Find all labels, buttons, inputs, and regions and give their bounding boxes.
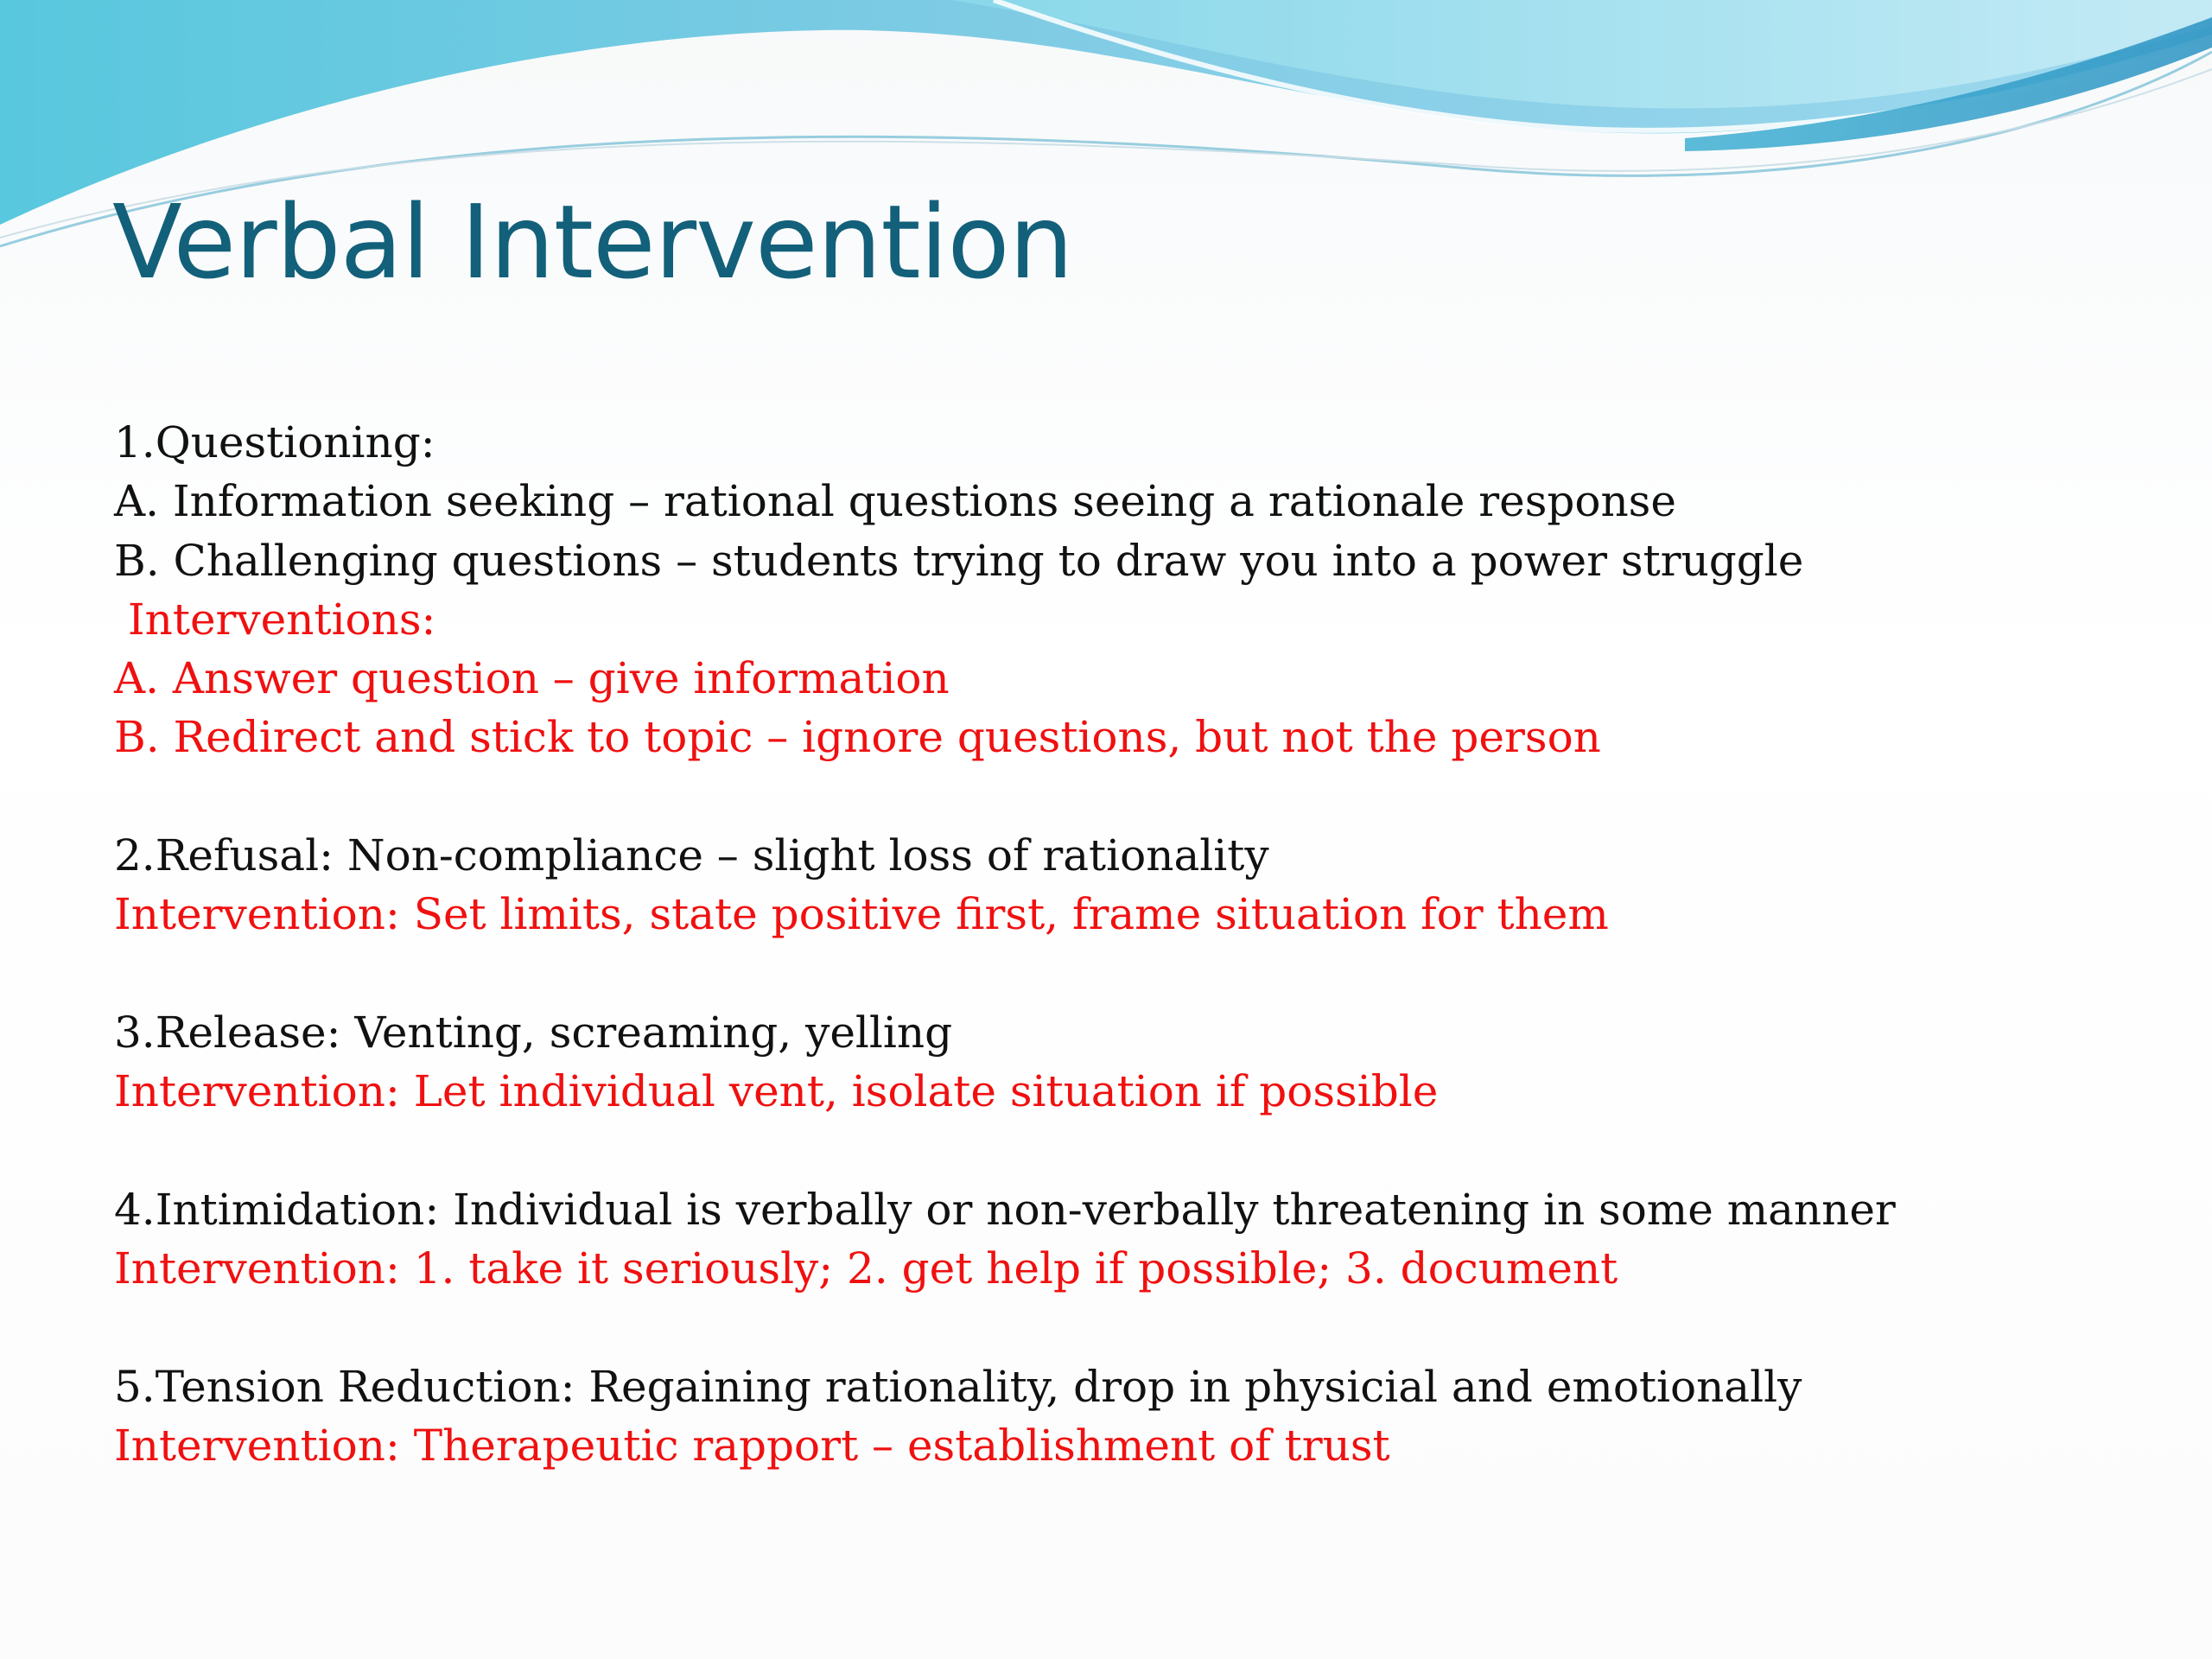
section-4-intervention: Intervention: 1. take it seriously; 2. get help if possible; 3. document — [114, 1243, 1618, 1294]
slide-title: Verbal Intervention — [112, 182, 1073, 302]
section-1-heading: 1.Questioning: — [114, 417, 435, 467]
section-1-item-b: B. Challenging questions – students trying to draw you into a power struggle — [114, 535, 1804, 586]
section-spacer — [114, 1298, 2101, 1357]
section-4-heading: 4.Intimidation: Individual is verbally or non-verbally threatening in some manner — [114, 1184, 1896, 1235]
section-1-item-a: A. Information seeking – rational questions seeing a rationale response — [114, 476, 1676, 527]
section-2-heading: 2.Refusal: Non-compliance – slight loss of rationality — [114, 830, 1269, 881]
slide-body — [114, 413, 2101, 1475]
section-2-intervention: Intervention: Set limits, state positive first, frame situation for them — [114, 889, 1609, 940]
section-5-intervention: Intervention: Therapeutic rapport – establishment of trust — [114, 1421, 1390, 1471]
section-5-heading: 5.Tension Reduction: Regaining rationality, drop in physicial and emotionally — [114, 1361, 1802, 1412]
section-1-interventions-heading: Interventions: — [114, 594, 436, 645]
section-spacer — [114, 1122, 2101, 1180]
section-spacer — [114, 944, 2101, 1003]
section-1-intervention-b: B. Redirect and stick to topic – ignore questions, but not the person — [114, 712, 1601, 763]
section-1-intervention-a: A. Answer question – give information — [114, 653, 950, 704]
section-spacer — [114, 767, 2101, 826]
section-3-heading: 3.Release: Venting, screaming, yelling — [114, 1007, 953, 1058]
section-3-intervention: Intervention: Let individual vent, isolate situation if possible — [114, 1066, 1439, 1117]
